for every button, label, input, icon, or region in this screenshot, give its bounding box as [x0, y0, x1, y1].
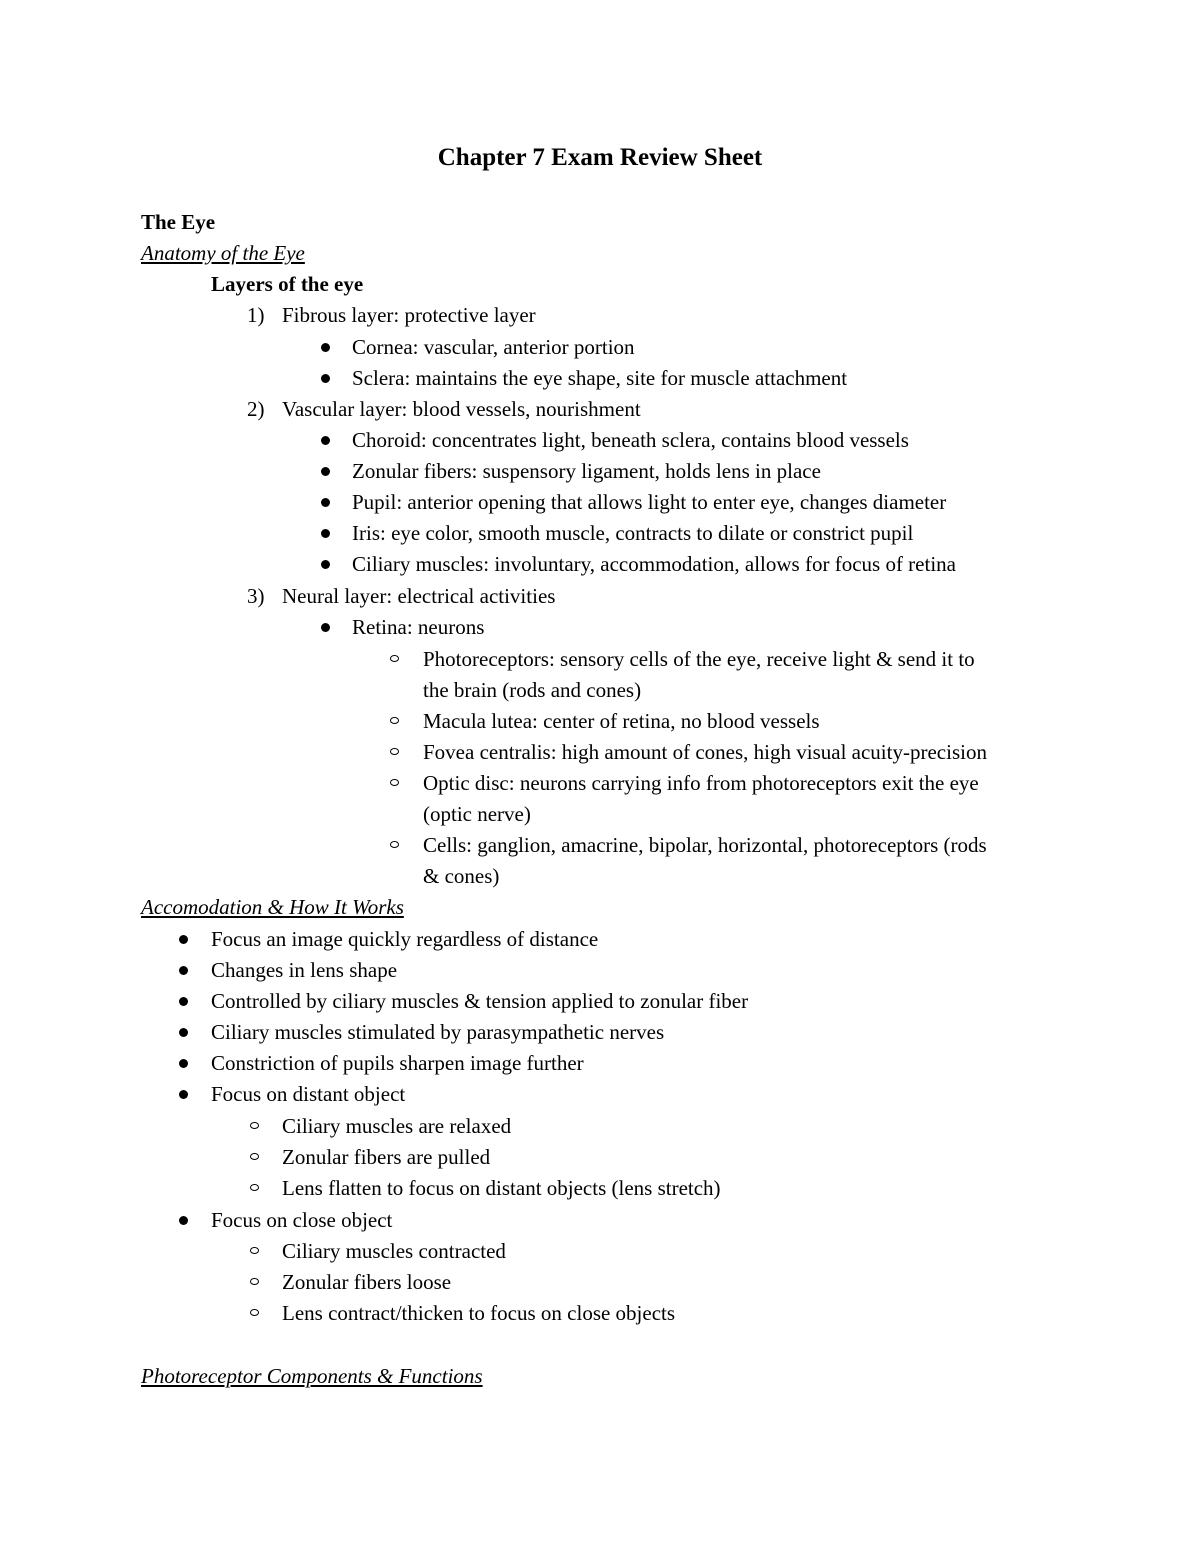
list-item: Focus an image quickly regardless of distance — [211, 927, 599, 951]
hollow-bullet-icon — [250, 1278, 259, 1285]
layer-1-text: Fibrous layer: protective layer — [282, 303, 536, 327]
list-item: Zonular fibers are pulled — [282, 1145, 491, 1169]
list-item: Ciliary muscles: involuntary, accommodation, allows for focus of retina — [352, 552, 956, 576]
bullet-icon — [321, 623, 330, 632]
subheading-anatomy: Anatomy of the Eye — [141, 241, 305, 265]
bullet-icon — [179, 935, 188, 944]
hollow-bullet-icon — [250, 1153, 259, 1160]
list-item: Ciliary muscles contracted — [282, 1239, 506, 1263]
hollow-bullet-icon — [250, 1309, 259, 1316]
list-item: Choroid: concentrates light, beneath sclera, contains blood vessels — [352, 428, 909, 452]
hollow-bullet-icon — [390, 655, 399, 662]
hollow-bullet-icon — [390, 779, 399, 786]
layer-3-number: 3) — [247, 584, 265, 608]
list-item: Zonular fibers: suspensory ligament, holds lens in place — [352, 459, 821, 483]
layers-heading: Layers of the eye — [211, 272, 364, 296]
bullet-icon — [321, 498, 330, 507]
hollow-bullet-icon — [390, 717, 399, 724]
bullet-icon — [179, 1216, 188, 1225]
list-item: Pupil: anterior opening that allows light to enter eye, changes diameter — [352, 490, 947, 514]
list-item: Sclera: maintains the eye shape, site for muscle attachment — [352, 366, 848, 390]
hollow-bullet-icon — [390, 748, 399, 755]
list-item-continuation: & cones) — [423, 864, 500, 888]
list-item: Macula lutea: center of retina, no blood vessels — [423, 709, 820, 733]
list-item: Fovea centralis: high amount of cones, high visual acuity-precision — [423, 740, 987, 764]
list-item: Photoreceptors: sensory cells of the eye, receive light & send it to — [423, 647, 975, 671]
section-heading-the-eye: The Eye — [141, 210, 216, 234]
list-item: Optic disc: neurons carrying info from photoreceptors exit the eye — [423, 771, 979, 795]
list-item: Lens contract/thicken to focus on close objects — [282, 1301, 676, 1325]
bullet-icon — [179, 1059, 188, 1068]
bullet-icon — [321, 529, 330, 538]
subheading-accommodation: Accomodation & How It Works — [141, 895, 404, 919]
list-item: Constriction of pupils sharpen image further — [211, 1051, 584, 1075]
hollow-bullet-icon — [250, 1247, 259, 1254]
bullet-icon — [179, 1028, 188, 1037]
bullet-icon — [179, 1090, 188, 1099]
list-item: Cells: ganglion, amacrine, bipolar, horizontal, photoreceptors (rods — [423, 833, 987, 857]
list-item: Cornea: vascular, anterior portion — [352, 335, 635, 359]
list-item: Focus on close object — [211, 1208, 393, 1232]
hollow-bullet-icon — [250, 1122, 259, 1129]
list-item: Focus on distant object — [211, 1082, 406, 1106]
bullet-icon — [321, 560, 330, 569]
list-item: Iris: eye color, smooth muscle, contracts to dilate or constrict pupil — [352, 521, 914, 545]
list-item: Changes in lens shape — [211, 958, 398, 982]
list-item: Lens flatten to focus on distant objects (lens stretch) — [282, 1176, 721, 1200]
page-title: Chapter 7 Exam Review Sheet — [437, 144, 763, 171]
bullet-icon — [321, 436, 330, 445]
subheading-photoreceptor: Photoreceptor Components & Functions — [141, 1364, 483, 1388]
list-item: Ciliary muscles are relaxed — [282, 1114, 512, 1138]
bullet-icon — [179, 966, 188, 975]
bullet-icon — [179, 997, 188, 1006]
layer-2-text: Vascular layer: blood vessels, nourishment — [282, 397, 641, 421]
hollow-bullet-icon — [250, 1184, 259, 1191]
list-item-continuation: (optic nerve) — [423, 802, 531, 826]
bullet-icon — [321, 467, 330, 476]
list-item-continuation: the brain (rods and cones) — [423, 678, 642, 702]
layer-2-number: 2) — [247, 397, 265, 421]
list-item: Ciliary muscles stimulated by parasympathetic nerves — [211, 1020, 665, 1044]
list-item: Retina: neurons — [352, 615, 485, 639]
hollow-bullet-icon — [390, 841, 399, 848]
bullet-icon — [321, 374, 330, 383]
list-item: Zonular fibers loose — [282, 1270, 452, 1294]
layer-3-text: Neural layer: electrical activities — [282, 584, 556, 608]
bullet-icon — [321, 343, 330, 352]
list-item: Controlled by ciliary muscles & tension applied to zonular fiber — [211, 989, 749, 1013]
layer-1-number: 1) — [247, 303, 265, 327]
